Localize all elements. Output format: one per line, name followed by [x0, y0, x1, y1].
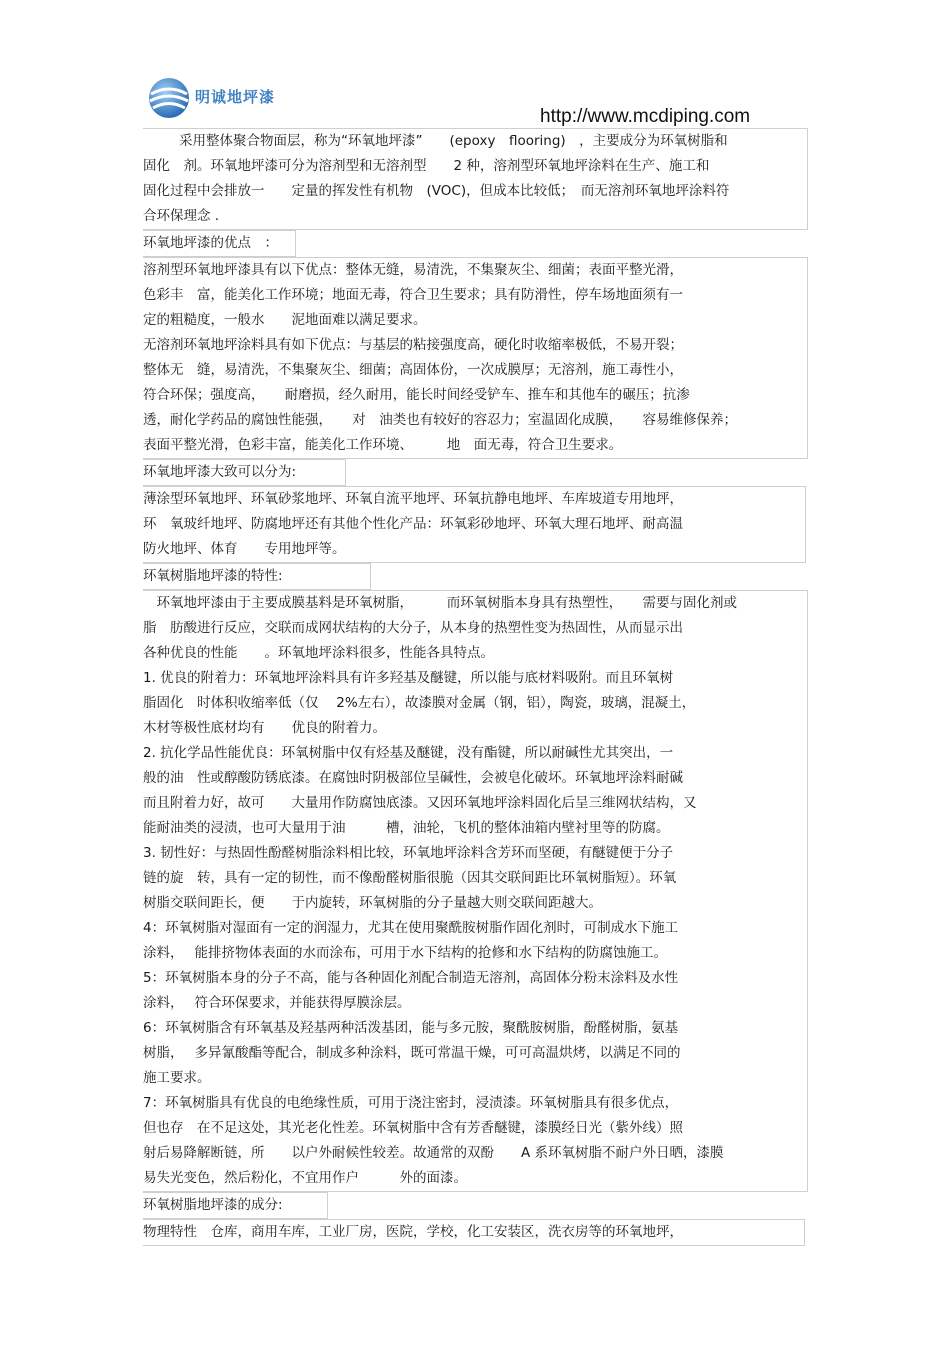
text-line: 透，耐化学药品的腐蚀性能强， 对 油类也有较好的容忍力；室温固化成膜， 容易维修保养； — [143, 412, 737, 428]
text-line: 环 氧玻纤地坪、防腐地坪还有其他个性化产品：环氧彩砂地坪、环氧大理石地坪、耐高温 — [143, 516, 683, 532]
text-line: 涂料， 符合环保要求，并能获得厚膜涂层。 — [143, 995, 411, 1011]
text-line: 5：环氧树脂本身的分子不高，能与各种固化剂配合制造无溶剂，高固体分粉末涂料及水性 — [143, 970, 679, 986]
text-line: 而且附着力好，故可 大量用作防腐蚀底漆。又因环氧地坪涂料固化后呈三维网状结构，又 — [143, 795, 697, 811]
text-line: 表面平整光滑，色彩丰富，能美化工作环境、 地 面无毒，符合卫生要求。 — [143, 437, 623, 453]
text-line: 易失光变色，然后粉化，不宜用作户 外的面漆。 — [143, 1170, 467, 1186]
text-line: 无溶剂环氧地坪涂料具有如下优点：与基层的粘接强度高，硬化时收缩率极低，不易开裂； — [143, 337, 683, 353]
company-logo — [145, 70, 305, 126]
text-line: 物理特性 仓库，商用车库，工业厂房，医院，学校，化工安装区，洗衣房等的环氧地坪， — [143, 1224, 683, 1240]
text-line: 环氧树脂地坪漆的特性: — [143, 568, 283, 584]
text-line: 6：环氧树脂含有环氧基及羟基两种活泼基团，能与多元胺，聚酰胺树脂，酚醛树脂，氨基 — [143, 1020, 679, 1036]
text-line: 环氧地坪漆由于主要成膜基料是环氧树脂， 而环氧树脂本身具有热塑性， 需要与固化剂或 — [143, 595, 737, 611]
text-line: 3. 韧性好：与热固性酚醛树脂涂料相比较，环氧地坪涂料含芳环而坚硬，有醚键便于分子 — [143, 845, 674, 861]
text-line: 树脂交联间距长，便 于内旋转，环氧树脂的分子量越大则交联间距越大。 — [143, 895, 602, 911]
text-line: 施工要求。 — [143, 1070, 211, 1086]
text-line: 符合环保；强度高， 耐磨损，经久耐用，能长时间经受铲车、推车和其他车的碾压；抗渗 — [143, 387, 690, 403]
text-paragraph — [143, 590, 808, 1192]
text-line: 链的旋 转，具有一定的韧性，而不像酚醛树脂很脆（因其交联间距比环氧树脂短）。环氧 — [143, 870, 677, 886]
text-line: 1. 优良的附着力：环氧地坪涂料具有许多羟基及醚键，所以能与底材料吸附。而且环氧树 — [143, 670, 674, 686]
text-line: 薄涂型环氧地坪、环氧砂浆地坪、环氧自流平地坪、环氧抗静电地坪、车库坡道专用地坪， — [143, 491, 683, 507]
text-line: 溶剂型环氧地坪漆具有以下优点：整体无缝，易清洗，不集聚灰尘、细菌；表面平整光滑， — [143, 262, 683, 278]
text-paragraph — [143, 128, 808, 230]
section-heading — [143, 1192, 328, 1219]
text-line: 环氧地坪漆大致可以分为: — [143, 464, 297, 480]
text-paragraph — [143, 486, 806, 563]
text-line: 2. 抗化学品性能优良：环氧树脂中仅有烃基及醚键，没有酯键，所以耐碱性尤其突出，一 — [143, 745, 674, 761]
text-line: 色彩丰 富，能美化工作环境；地面无毒，符合卫生要求；具有防滑性，停车场地面须有一 — [143, 287, 683, 303]
text-line: 整体无 缝，易清洗，不集聚灰尘、细菌；高固体份，一次成膜厚；无溶剂，施工毒性小， — [143, 362, 683, 378]
text-line: 7：环氧树脂具有优良的电绝缘性质，可用于浇注密封，浸渍漆。环氧树脂具有很多优点， — [143, 1095, 679, 1111]
document-body — [143, 128, 808, 1246]
text-line: 但也存 在不足这处，其光老化性差。环氧树脂中含有芳香醚键，漆膜经日光（紫外线）照 — [143, 1120, 683, 1136]
text-line: 固化 剂。环氧地坪漆可分为溶剂型和无溶剂型 2 种，溶剂型环氧地坪涂料在生产、施工和 — [143, 158, 710, 174]
text-line: 涂料， 能排挤物体表面的水而涂布，可用于水下结构的抢修和水下结构的防腐蚀施工。 — [143, 945, 668, 961]
text-line: 环氧地坪漆的优点 ： — [143, 235, 278, 251]
text-line: 脂固化 时体积收缩率低（仅 2%左右），故漆膜对金属（钢，铝），陶瓷，玻璃，混凝土， — [143, 695, 696, 711]
text-line: 树脂， 多异氰酸酯等配合，制成多种涂料，既可常温干燥，可可高温烘烤，以满足不同的 — [143, 1045, 681, 1061]
section-heading — [143, 459, 346, 486]
section-heading — [143, 230, 296, 257]
text-line: 各种优良的性能 。环氧地坪涂料很多，性能各具特点。 — [143, 645, 494, 661]
text-line: 般的油 性或醇酸防锈底漆。在腐蚀时阴极部位呈碱性，会被皂化破坏。环氧地坪涂料耐碱 — [143, 770, 683, 786]
text-line: 防火地坪、体育 专用地坪等。 — [143, 541, 346, 557]
text-line: 定的粗糙度，一般水 泥地面难以满足要求。 — [143, 312, 427, 328]
text-line: 4：环氧树脂对湿面有一定的润湿力，尤其在使用聚酰胺树脂作固化剂时，可制成水下施工 — [143, 920, 679, 936]
text-line: 射后易降解断链，所 以户外耐候性较差。故通常的双酚 A 系环氧树脂不耐户外日晒，漆膜 — [143, 1145, 724, 1161]
logo-text: 明诚地坪漆 — [195, 88, 276, 106]
text-line: 环氧树脂地坪漆的成分: — [143, 1197, 283, 1213]
text-paragraph — [143, 257, 808, 459]
text-line: 固化过程中会排放一 定量的挥发性有机物 (VOC)，但成本比较低； 而无溶剂环氧地坪涂料符 — [143, 183, 730, 199]
text-line: 脂 肪酸进行反应，交联而成网状结构的大分子，从本身的热塑性变为热固性，从而显示出 — [143, 620, 683, 636]
text-line: 合环保理念 . — [143, 208, 220, 224]
text-line: 能耐油类的浸渍，也可大量用于油 槽，油轮，飞机的整体油箱内壁衬里等的防腐。 — [143, 820, 670, 836]
website-url[interactable]: http://www.mcdiping.com — [540, 106, 751, 127]
text-line: 采用整体聚合物面层，称为“环氧地坪漆” (epoxy flooring) ，主要成分为环氧树脂和 — [179, 133, 728, 149]
text-line: 木材等极性底材均有 优良的附着力。 — [143, 720, 386, 736]
section-heading — [143, 563, 371, 590]
section-heading — [143, 1219, 805, 1246]
globe-logo-icon — [145, 74, 193, 122]
